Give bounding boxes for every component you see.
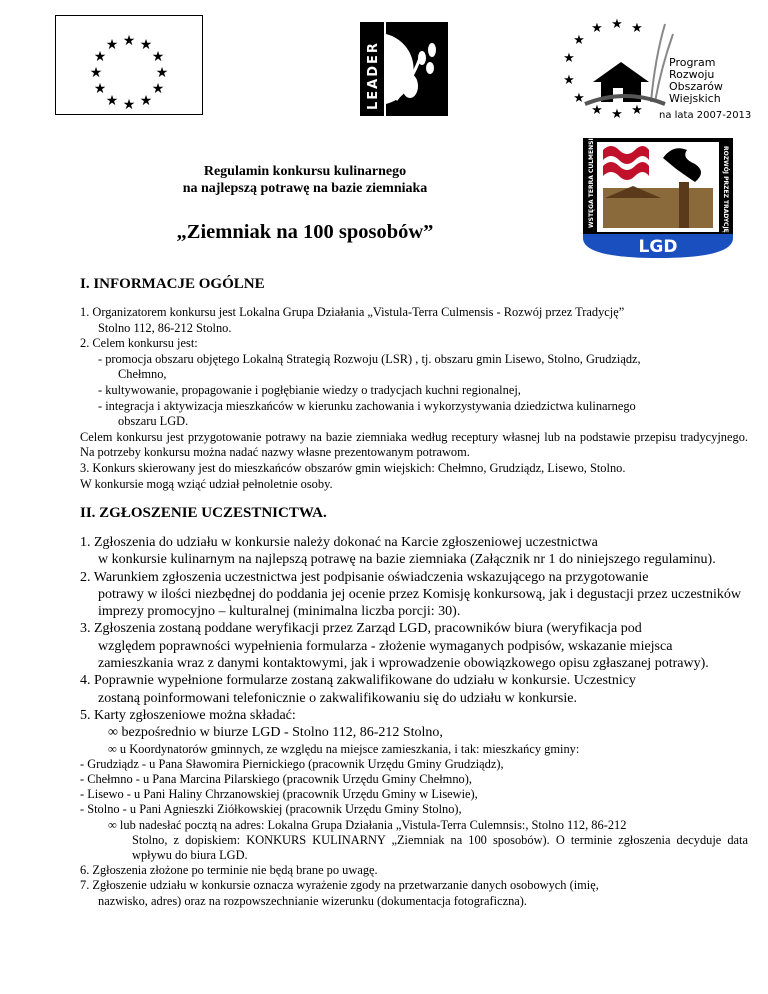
leader-logo-text: LEADER — [366, 41, 381, 110]
lgd-side-right: ROZWÓJ PRZEZ TRADYCJĘ — [722, 146, 729, 233]
section-2-body — [80, 534, 748, 909]
svg-text:★: ★ — [93, 81, 107, 97]
s2-p7b: nazwisko, adres) oraz na rozpowszechnianie wizerunku (dokumentacja fotograficzna). — [98, 893, 528, 908]
prow-text-3: Obszarów — [669, 80, 723, 93]
s1-line: Celem konkursu jest przygotowanie potrawy na bazie ziemniaka według receptury własnej lub na podstawie przepisu tradycyjnego. Na potrzeby konkursu można nadać nazwy własne prezentowanym potrawom. — [80, 429, 748, 460]
svg-text:★: ★ — [573, 33, 585, 48]
s1-line: - integracja i aktywizacja mieszkańców w kierunku zachowania i wykorzystywania dziedzictwa kulinarnego — [98, 398, 636, 413]
section-2-heading: II. ZGŁOSZENIE UCZESTNICTWA. — [80, 505, 327, 521]
s2-bullet-3a: ∞ lub nadesłać pocztą na adres: Lokalna Grupa Działania „Vistula-Terra Culemnsis:, Stolno 112, 86-212 — [108, 817, 627, 832]
section-1-body — [80, 305, 748, 492]
s2-gmina-2: - Chełmno - u Pana Marcina Pilarskiego (pracownik Urzędu Gminy Chełmno), — [80, 771, 472, 786]
lgd-side-left: WSTĘGA TERRA CULMENSIS — [588, 133, 595, 228]
prow-text-4: Wiejskich — [669, 92, 721, 105]
s2-bullet-2: ∞ u Koordynatorów gminnych, ze względu na miejsce zamieszkania, i tak: mieszkańcy gminy: — [108, 741, 580, 756]
s2-bullet-3b: Stolno, z dopiskiem: KONKURS KULINARNY „Ziemniak na 100 sposobów). O terminie zgłoszenia decyduje data wpływu do biura LGD. — [132, 832, 748, 862]
s2-p1b: w konkursie kulinarnym na najlepszą potrawę na bazie ziemniaka (Załącznik nr 1 do niniejszego regulaminu). — [98, 552, 716, 568]
s2-gmina-4: - Stolno - u Pani Agnieszki Ziółkowskiej (pracownik Urzędu Gminy Stolno), — [80, 802, 462, 817]
svg-text:★: ★ — [122, 33, 136, 49]
s2-p2a: 2. Warunkiem zgłoszenia uczestnictwa jest podpisanie oświadczenia wskazującego na przygotowanie — [80, 569, 649, 585]
svg-text:★: ★ — [139, 93, 153, 109]
s2-p4a: 4. Poprawnie wypełnione formularze zostaną zakwalifikowane do udziału w konkursie. Uczestnicy — [80, 673, 636, 689]
svg-text:★: ★ — [573, 91, 585, 106]
s2-gmina-3: - Lisewo - u Pani Haliny Chrzanowskiej (pracownik Urzędu Gminy w Lisewie), — [80, 787, 478, 802]
svg-text:★: ★ — [155, 65, 169, 81]
eu-flag-logo — [55, 15, 203, 115]
svg-text:★: ★ — [139, 37, 153, 53]
s2-p4b: zostaną poinformowani telefonicznie o zakwalifikowaniu się do udziału w konkursie. — [98, 690, 577, 706]
svg-text:★: ★ — [105, 93, 119, 109]
prow-text-2: Rozwoju — [669, 68, 715, 81]
s2-p7a: 7. Zgłoszenie udziału w konkursie oznacza wyrażenie zgody na przetwarzanie danych osobowych (imię, — [80, 878, 599, 893]
lgd-logo — [583, 133, 733, 258]
svg-text:★: ★ — [122, 97, 136, 113]
leader-logo — [352, 20, 452, 118]
svg-text:★: ★ — [631, 21, 643, 36]
svg-text:★: ★ — [611, 107, 623, 122]
prow-logo — [555, 17, 752, 122]
s1-line: 3. Konkurs skierowany jest do mieszkańców obszarów gmin wiejskich: Chełmno, Grudziądz, Lisewo, Stolno. — [80, 460, 626, 475]
svg-text:★: ★ — [151, 81, 165, 97]
prow-years: na lata 2007-2013 — [659, 110, 752, 121]
s1-line: 1. Organizatorem konkursu jest Lokalna Grupa Działania „Vistula-Terra Culmensis - Rozwój przez Tradycję” — [80, 305, 625, 319]
svg-text:★: ★ — [105, 37, 119, 53]
s2-bullet-1: ∞ bezpośrednio w biurze LGD - Stolno 112, 86-212 Stolno, — [108, 725, 443, 741]
svg-text:★: ★ — [591, 21, 603, 36]
header-line-1: Regulamin konkursu kulinarnego — [203, 164, 407, 179]
s2-gmina-1: - Grudziądz - u Pana Sławomira Piernickiego (pracownik Urzędu Gminy Grudziądz), — [80, 756, 504, 771]
lgd-label: LGD — [638, 237, 678, 257]
s1-line: - kultywowanie, propagowanie i pogłębianie wiedzy o tradycjach kuchni regionalnej, — [98, 382, 521, 397]
s2-p5: 5. Karty zgłoszeniowe można składać: — [80, 707, 296, 723]
svg-text:★: ★ — [631, 103, 643, 118]
svg-text:★: ★ — [611, 17, 623, 32]
svg-text:★: ★ — [89, 65, 103, 81]
regulation-header — [110, 163, 500, 197]
s2-p3a: 3. Zgłoszenia zostaną poddane weryfikacji przez Zarząd LGD, pracowników biura (weryfikacja pod — [80, 621, 642, 637]
s1-line: W konkursie mogą wziąć udział pełnoletnie osoby. — [80, 476, 333, 491]
s2-p1a: 1. Zgłoszenia do udziału w konkursie należy dokonać na Karcie zgłoszeniowej uczestnictwa — [80, 535, 598, 550]
svg-text:★: ★ — [563, 73, 575, 88]
s2-p6: 6. Zgłoszenia złożone po terminie nie będą brane po uwagę. — [80, 863, 378, 878]
s1-line: - promocja obszaru objętego Lokalną Strategią Rozwoju (LSR) , tj. obszaru gmin Lisewo, Stolno, Grudziądz, — [98, 351, 641, 366]
prow-text-1: Program — [669, 56, 716, 69]
s2-p3b: względem poprawności wypełnienia formularza - złożenie wymaganych podpisów, wskazanie miejsca zamieszkania wraz z danymi kontaktowymi, jak i wprowadzenie obowiązkowego opisu zgłaszanej potrawy). — [98, 638, 709, 672]
s1-line: Chełmno, — [118, 367, 167, 382]
svg-text:★: ★ — [151, 49, 165, 65]
s1-line: Stolno 112, 86-212 Stolno. — [98, 320, 232, 335]
s1-line: 2. Celem konkursu jest: — [80, 336, 198, 351]
svg-text:★: ★ — [591, 103, 603, 118]
s2-p2b: potrawy w ilości niezbędnej do poddania jej ocenie przez Komisję konkursową, jak i degustacji przez uczestników imprezy promocyjno – kulturalnej (minimalna liczba porcji: 30). — [98, 586, 742, 620]
svg-text:★: ★ — [563, 51, 575, 66]
section-1-heading: I. INFORMACJE OGÓLNE — [80, 276, 265, 292]
s1-line: obszaru LGD. — [118, 414, 189, 429]
svg-text:★: ★ — [93, 49, 107, 65]
contest-title: „Ziemniak na 100 sposobów” — [176, 221, 434, 243]
header-line-2: na najlepszą potrawę na bazie ziemniaka — [182, 181, 428, 196]
